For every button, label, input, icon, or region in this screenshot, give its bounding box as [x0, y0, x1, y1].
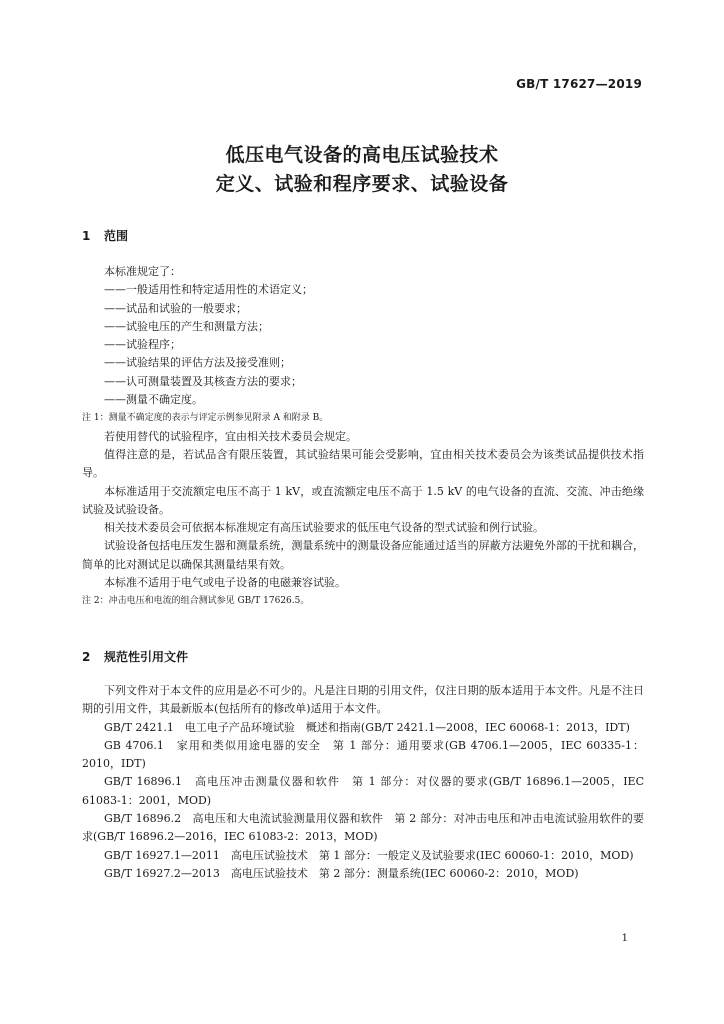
list-item: ——测量不确定度。 [104, 393, 203, 407]
section-2-heading [82, 648, 188, 665]
note-1: 注 1：测量不确定度的表示与评定示例参见附录 A 和附录 B。 [82, 413, 329, 424]
list-item: ——试验程序； [104, 338, 181, 352]
paragraph: 若使用替代的试验程序，宜由相关技术委员会规定。 [104, 429, 357, 443]
list-item: ——试验结果的评估方法及接受准则； [104, 356, 291, 370]
paragraph: 下列文件对于本文件的应用是必不可少的。凡是注日期的引用文件，仅注日期的版本适用于本文件。凡是不注日期的引用文件，其最新版本(包括所有的修改单)适用于本文件。 [82, 684, 644, 716]
note-2: 注 2：冲击电压和电流的组合测试参见 GB/T 17626.5。 [82, 596, 310, 607]
section-number: 2 [82, 650, 91, 664]
reference-item: GB/T 16896.1 高电压冲击测量仪器和软件 第 1 部分：对仪器的要求(GB/T 16896.1—2005，IEC 61083-1：2001，MOD) [82, 775, 644, 807]
paragraph: 本标准不适用于电气或电子设备的电磁兼容试验。 [104, 576, 346, 590]
paragraph: 值得注意的是，若试品含有限压装置，其试验结果可能会受影响，宜由相关技术委员会为该类试品提供技术指导。 [82, 447, 644, 480]
title-line-1: 低压电气设备的高电压试验技术 [225, 144, 499, 166]
list-item: ——试验电压的产生和测量方法； [104, 319, 269, 333]
section-number: 1 [82, 229, 91, 243]
document-title [0, 141, 724, 199]
section-2-body [82, 682, 644, 883]
section-title: 范围 [104, 229, 129, 243]
reference-item: GB/T 2421.1 电工电子产品环境试验 概述和指南(GB/T 2421.1—2008，IEC 60068-1：2013，IDT) [104, 720, 630, 734]
reference-item: GB 4706.1 家用和类似用途电器的安全 第 1 部分：通用要求(GB 4706.1—2005，IEC 60335-1：2010，IDT) [82, 738, 644, 771]
scope-intro: 本标准规定了： [104, 265, 181, 278]
reference-item: GB/T 16927.1—2011 高电压试验技术 第 1 部分：一般定义及试验要求(IEC 60060-1：2010，MOD) [104, 848, 634, 862]
section-1-body [82, 263, 644, 611]
paragraph: 本标准适用于交流额定电压不高于 1 kV，或直流额定电压不高于 1.5 kV 的电气设备的直流、交流、冲击绝缘试验及试验设备。 [82, 484, 644, 516]
reference-item: GB/T 16927.2—2013 高电压试验技术 第 2 部分：测量系统(IEC 60060-2：2010，MOD) [104, 866, 579, 880]
list-item: ——试品和试验的一般要求； [104, 301, 247, 315]
section-title: 规范性引用文件 [104, 650, 189, 664]
standard-code: GB/T 17627—2019 [516, 77, 642, 91]
paragraph: 试验设备包括电压发生器和测量系统，测量系统中的测量设备应能通过适当的屏蔽方法避免外部的干扰和耦合，简单的比对测试足以确保其测量结果有效。 [82, 539, 644, 571]
list-item: ——认可测量装置及其核查方法的要求； [104, 374, 302, 388]
list-item: ——一般适用性和特定适用性的术语定义； [104, 283, 313, 297]
section-1-heading [82, 227, 128, 244]
title-line-2: 定义、试验和程序要求、试验设备 [215, 173, 509, 195]
paragraph: 相关技术委员会可依据本标准规定有高压试验要求的低压电气设备的型式试验和例行试验。 [104, 521, 544, 535]
page-number: 1 [621, 933, 628, 944]
reference-item: GB/T 16896.2 高电压和大电流试验测量用仪器和软件 第 2 部分：对冲击电压和冲击电流试验用软件的要求(GB/T 16896.2—2016，IEC 61083-2：2013，MOD) [82, 812, 644, 844]
